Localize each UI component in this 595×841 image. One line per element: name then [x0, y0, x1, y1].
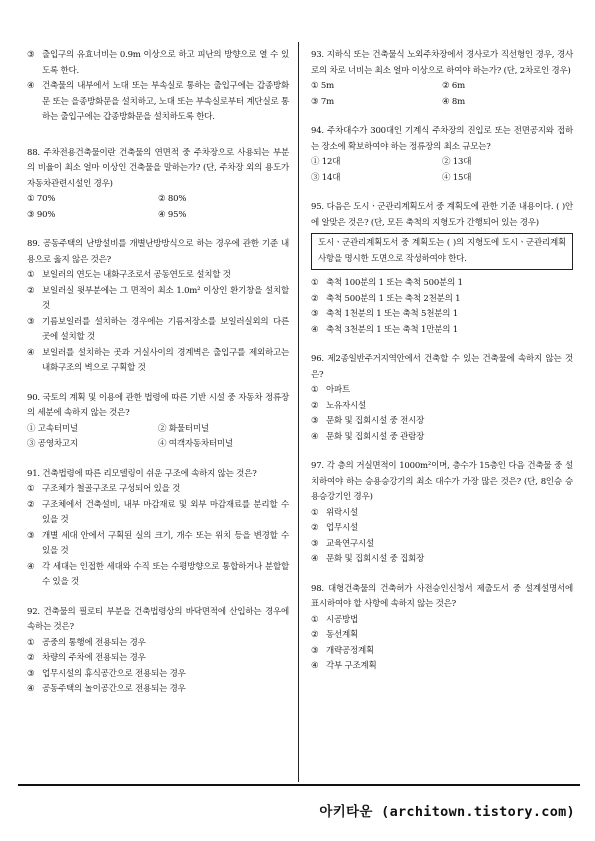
list-item: ③ 축척 1천분의 1 또는 축척 5천분의 1	[311, 309, 458, 319]
list-item: ① 아파트	[311, 385, 351, 395]
list-item: ① 축척 100분의 1 또는 축척 500분의 1	[311, 278, 463, 288]
left-column	[27, 48, 289, 712]
option: ① 고속터미널	[27, 423, 78, 434]
question-stem: 97. 각 층의 거실면적이 1000m²이며, 층수가 15층인 다음 건축물 중 설치하여야 하는 승용승강기의 최소 대수가 가장 많은 것은? (단, 8인승 승용승강기인 경우)	[311, 461, 573, 502]
question-stem: 98. 대형건축물의 건축허가 사전승인신청서 제출도서 중 설계설명서에 표시하여야 할 사항에 속하지 않는 것은?	[311, 583, 573, 609]
question-stem: 89. 공동주택의 난방설비를 개별난방방식으로 하는 경우에 관한 기준 내용으로 옳지 않은 것은?	[27, 239, 289, 265]
list-item: ① 보일러의 연도는 내화구조로서 공동연도로 설치할 것	[27, 270, 231, 280]
question-stem: 91. 건축법령에 따른 리모델링이 쉬운 구조에 속하지 않는 것은?	[27, 468, 257, 479]
list-item: ③ 기름보일러를 설치하는 경우에는 기름저장소를 보일러실외의 다른 곳에 설치할 것	[27, 316, 289, 342]
list-item: ③ 문화 및 집회시설 중 전시장	[311, 416, 425, 426]
question-89	[27, 237, 289, 377]
list-item: ④ 각부 구조계획	[311, 661, 377, 671]
question-95	[311, 200, 573, 338]
right-column	[311, 48, 573, 689]
option-grid	[311, 79, 573, 110]
list-item: ② 구조체에서 건축설비, 내부 마감재료 및 외부 마감재료를 분리할 수 있을 것	[27, 499, 289, 525]
list-item: ③ 개별 세대 안에서 구획된 실의 크기, 개수 또는 위치 등을 변경할 수 있을 것	[27, 530, 289, 556]
list-item: ④ 축척 3천분의 1 또는 축척 1만분의 1	[311, 324, 458, 335]
list-item: ③ 업무시설의 휴식공간으로 전용되는 경우	[27, 668, 186, 679]
footer-rule	[18, 784, 580, 786]
question-87-continuation	[27, 48, 289, 126]
list-item: ③ 개략공정계획	[311, 645, 375, 656]
question-stem: 95. 다음은 도시ㆍ군관리계획도서 중 계획도에 관한 기준 내용이다. ( )안에 알맞은 것은? (단, 모든 축척의 지형도가 간행되어 있는 경우)	[311, 202, 573, 228]
list-item: ① 구조체가 철골구조로 구성되어 있을 것	[27, 484, 181, 494]
list-item: ④ 건축물의 내부에서 노대 또는 부속실로 통하는 출입구에는 갑종방화문 또는 을종방화문을 설치하고, 노대 또는 부속실로부터 계단실로 통하는 출입구에는 갑종방화문을 설치하도록 한다.	[27, 81, 289, 122]
question-94	[311, 124, 573, 186]
option: ④ 15대	[442, 172, 472, 183]
question-stem: 94. 주차대수가 300대인 기계식 주차장의 진입로 또는 전면공지와 접하는 장소에 확보하여야 하는 정류장의 최소 규모는?	[311, 126, 573, 152]
list-item: ② 업무시설	[311, 523, 359, 533]
list-item: ② 동선계획	[311, 630, 359, 640]
list-item: ④ 문화 및 집회시설 중 관람장	[311, 431, 425, 442]
question-stem: 92. 건축물의 필로티 부분을 건축법령상의 바닥면적에 산입하는 경우에 속하는 것은?	[27, 606, 289, 632]
option: ③ 14대	[311, 172, 341, 183]
list-item: ① 시공방법	[311, 614, 359, 625]
list-item: ③ 출입구의 유효너비는 0.9m 이상으로 하고 피난의 방향으로 열 수 있도록 한다.	[27, 50, 289, 76]
question-97	[311, 459, 573, 568]
column-divider	[298, 42, 299, 782]
question-96	[311, 352, 573, 445]
option: ① 5m	[311, 81, 334, 91]
option-grid	[27, 422, 289, 453]
option: ① 12대	[311, 157, 341, 167]
list-item: ④ 각 세대는 인접한 세대와 수직 또는 수평방향으로 통합하거나 분할할 수 있을 것	[27, 561, 289, 587]
option: ② 80%	[158, 194, 187, 204]
question-93	[311, 48, 573, 110]
question-stem: 96. 제2종일반주거지역안에서 건축할 수 있는 건축물에 속하지 않는 것은?	[311, 354, 573, 380]
question-91	[27, 467, 289, 591]
option: ② 13대	[442, 157, 472, 167]
list-item: ④ 공동주택의 놀이공간으로 전용되는 경우	[27, 684, 186, 694]
option: ② 6m	[442, 81, 465, 91]
list-item: ④ 문화 및 집회시설 중 집회장	[311, 554, 425, 564]
option: ② 화물터미널	[158, 423, 209, 434]
question-98	[311, 582, 573, 675]
list-item: ② 차량의 주차에 전용되는 경우	[27, 653, 146, 663]
option: ③ 7m	[311, 96, 334, 107]
option: ④ 95%	[158, 209, 187, 220]
option: ④ 8m	[442, 96, 465, 107]
option-grid	[311, 155, 573, 186]
question-92	[27, 605, 289, 698]
list-item: ④ 보일러를 설치하는 곳과 거실사이의 경계벽은 출입구를 제외하고는 내화구조의 벽으로 구획할 것	[27, 347, 289, 373]
question-stem: 88. 주차전용건축물이란 건축물의 연면적 중 주차장으로 사용되는 부분의 비율이 최소 얼마 이상인 건축물을 말하는가? (단, 주차장 외의 용도가 자동차관련시설인 경우)	[27, 147, 289, 189]
question-stem: 93. 지하식 또는 건축물식 노외주차장에서 경사로가 직선형인 경우, 경사로의 차로 너비는 최소 얼마 이상으로 하여야 하는가? (단, 2차로인 경우)	[311, 50, 573, 76]
list-item: ② 보일러실 윗부분에는 그 면적이 최소 1.0m² 이상인 환기창을 설치할 것	[27, 285, 289, 311]
footer-site-credit: 아키타운 (architown.tistory.com)	[319, 804, 575, 820]
list-item: ① 공중의 통행에 전용되는 경우	[27, 637, 146, 648]
option: ④ 여객자동차터미널	[158, 439, 233, 449]
list-item: ② 노유자시설	[311, 400, 367, 411]
question-88	[27, 146, 289, 224]
option: ③ 90%	[27, 209, 56, 220]
condition-box: 도시ㆍ군관리계획도서 중 계획도는 ( )의 지형도에 도시ㆍ군관리계획사항을 명시한 도면으로 작성하여야 한다.	[311, 233, 573, 270]
list-item: ① 위락시설	[311, 507, 359, 518]
question-stem: 90. 국토의 계획 및 이용에 관한 법령에 따른 기반 시설 중 자동차 정류장의 세분에 속하지 않는 것은?	[27, 392, 289, 418]
list-item: ② 축척 500분의 1 또는 축척 2천분의 1	[311, 293, 461, 304]
option-grid	[27, 192, 289, 223]
option: ① 70%	[27, 194, 56, 204]
question-90	[27, 391, 289, 453]
option: ③ 공영차고지	[27, 439, 78, 449]
list-item: ③ 교육연구시설	[311, 538, 375, 549]
